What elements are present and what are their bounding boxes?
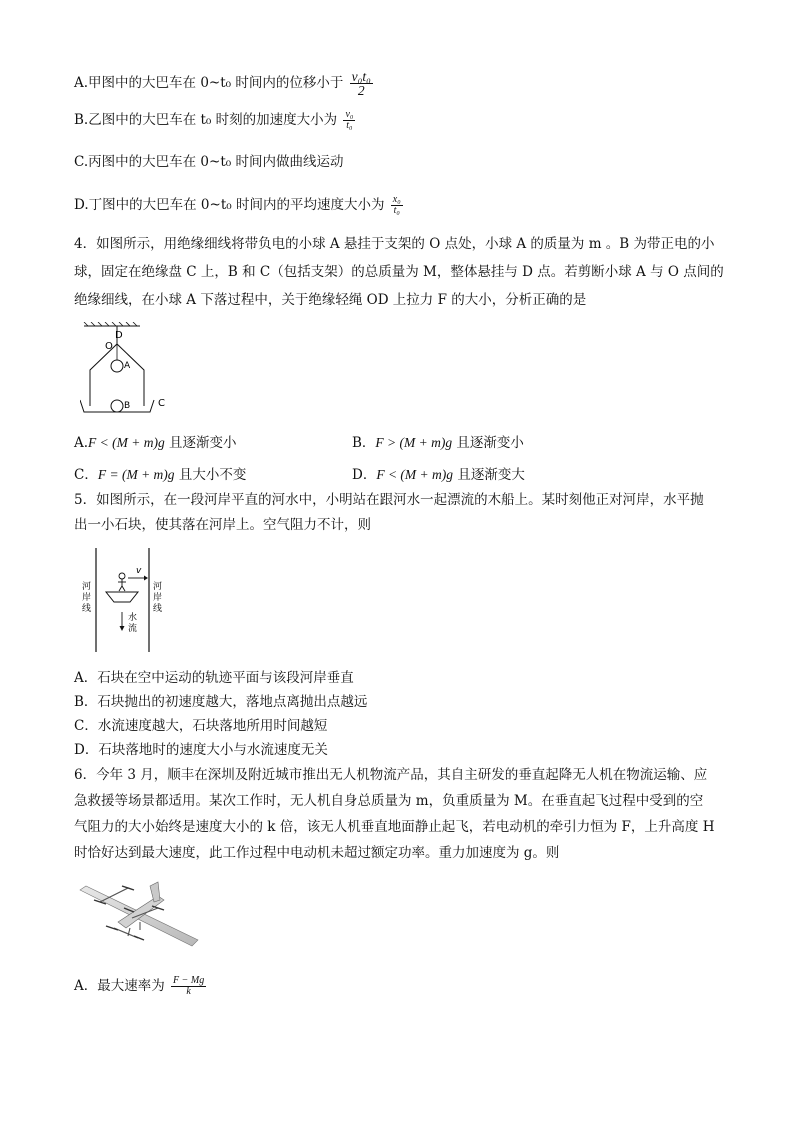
flow-arrow-icon	[120, 626, 125, 631]
option-text: 且逐渐变小	[452, 435, 524, 451]
q5-stem-line2: 出一小石块，使其落在河岸上。空气阻力不计，则	[74, 517, 371, 533]
fraction-numerator: v₀	[345, 109, 354, 120]
q4-figure-charged-balls	[80, 322, 175, 418]
q5-figure-river-boat	[76, 546, 176, 654]
q5-option-b: B．石块抛出的初速度越大，落地点离抛出点越远	[74, 694, 368, 710]
boat-icon	[106, 592, 138, 602]
fraction-denominator: t₀	[393, 205, 400, 216]
q4-option-b	[352, 433, 524, 453]
q3-option-b-fraction	[343, 110, 355, 131]
drone-image	[78, 878, 202, 950]
label-flow-char2: 流	[128, 624, 138, 634]
option-letter: C．	[74, 467, 98, 483]
option-letter: D．	[352, 467, 377, 483]
option-formula: F > (M + m)g	[375, 435, 453, 450]
q6-stem-line1: 6．今年 3 月，顺丰在深圳及附近城市推出无人机物流产品，其自主研发的垂直起降无人机在物流运输、应	[74, 767, 708, 783]
option-letter: A.	[74, 435, 89, 451]
q6-stem-line3: 气阻力的大小始终是速度大小的 k 倍，该无人机垂直地面静止起飞，若电动机的牵引力恒为 F，上升高度 H	[74, 819, 715, 835]
label-flow-char1: 水	[128, 613, 138, 623]
fraction-denominator: k	[186, 986, 191, 997]
q5-option-c: C．水流速度越大，石块落地所用时间越短	[74, 718, 328, 734]
q3-option-a-text: A.甲图中的大巴车在 0~t₀ 时间内的位移小于	[74, 75, 344, 91]
ball-b	[111, 400, 123, 412]
q5-option-a: A．石块在空中运动的轨迹平面与该段河岸垂直	[74, 670, 354, 686]
left-bank-label-char1: 河	[82, 582, 92, 592]
label-o: O	[105, 341, 113, 352]
q3-option-d-fraction	[391, 195, 403, 216]
label-d: D	[115, 330, 123, 341]
fraction-denominator: t₀	[346, 120, 353, 131]
q3-option-b-text: B.乙图中的大巴车在 t₀ 时刻的加速度大小为	[74, 112, 338, 128]
option-formula: F < (M + m)g	[88, 435, 165, 450]
left-bank-label-char3: 线	[82, 604, 92, 614]
left-bank-label-char2: 岸	[82, 593, 92, 603]
q4-stem-line2: 球，固定在绝缘盘 C 上，B 和 C（包括支架）的总质量为 M，整体悬挂与 D 点。若剪断小球 A 与 O 点间的	[74, 264, 724, 280]
option-formula: F = (M + m)g	[97, 467, 175, 482]
option-text: 且逐渐变小	[164, 435, 237, 451]
drone-tail-icon	[150, 882, 160, 902]
q6-option-a	[74, 976, 208, 997]
q3-option-b	[74, 110, 357, 131]
fraction-denominator: 2	[357, 83, 365, 98]
q4-option-c	[74, 465, 246, 485]
q4-option-d	[352, 465, 525, 485]
q4-option-a	[74, 433, 237, 453]
q3-option-c: C.丙图中的大巴车在 0~t₀ 时间内做曲线运动	[74, 154, 344, 170]
q3-option-a	[74, 70, 375, 97]
fraction-numerator: x₀	[392, 194, 401, 205]
label-c: C	[158, 398, 165, 409]
q6-option-a-text: A．最大速率为	[74, 978, 165, 994]
fraction-numerator: v₀t₀	[351, 69, 371, 84]
q4-stem-line1: 4．如图所示，用绝缘细线将带负电的小球 A 悬挂于支架的 O 点处，小球 A 的质量为 m 。B 为带正电的小	[74, 236, 715, 252]
q6-stem-line4: 时恰好达到最大速度，此工作过程中电动机未超过额定功率。重力加速度为 g。则	[74, 845, 560, 861]
label-v: v	[136, 566, 142, 576]
q5-option-d: D．石块落地时的速度大小与水流速度无关	[74, 742, 328, 758]
right-bank-label-char3: 线	[153, 604, 163, 614]
q6-stem-line2: 急救援等场景都适用。某次工作时，无人机自身总质量为 m，负重质量为 M。在垂直起飞过程中受到的空	[74, 793, 704, 809]
velocity-arrow-icon	[144, 576, 148, 581]
label-b: B	[124, 401, 131, 411]
option-text: 且大小不变	[174, 467, 247, 483]
option-formula: F < (M + m)g	[376, 467, 454, 482]
q3-option-d-text: D.丁图中的大巴车在 0~t₀ 时间内的平均速度大小为	[74, 197, 385, 213]
label-a: A	[124, 361, 131, 371]
q5-stem-line1: 5．如图所示，在一段河岸平直的河水中，小明站在跟河水一起漂流的木船上。某时刻他正对河岸，水平抛	[74, 492, 704, 508]
person-icon	[119, 573, 125, 579]
right-bank-label-char1: 河	[153, 582, 163, 592]
q6-option-a-fraction	[171, 976, 206, 997]
q3-option-d	[74, 195, 405, 216]
insulating-plate-c	[80, 400, 154, 412]
right-bank-label-char2: 岸	[153, 593, 163, 603]
option-text: 且逐渐变大	[453, 467, 525, 483]
option-letter: B．	[352, 435, 376, 451]
q4-stem-line3: 绝缘细线，在小球 A 下落过程中，关于绝缘轻绳 OD 上拉力 F 的大小，分析正确的是	[74, 292, 587, 308]
fraction-numerator: F − Mg	[173, 975, 205, 986]
ball-a	[111, 360, 123, 372]
q3-option-a-fraction	[350, 70, 373, 97]
